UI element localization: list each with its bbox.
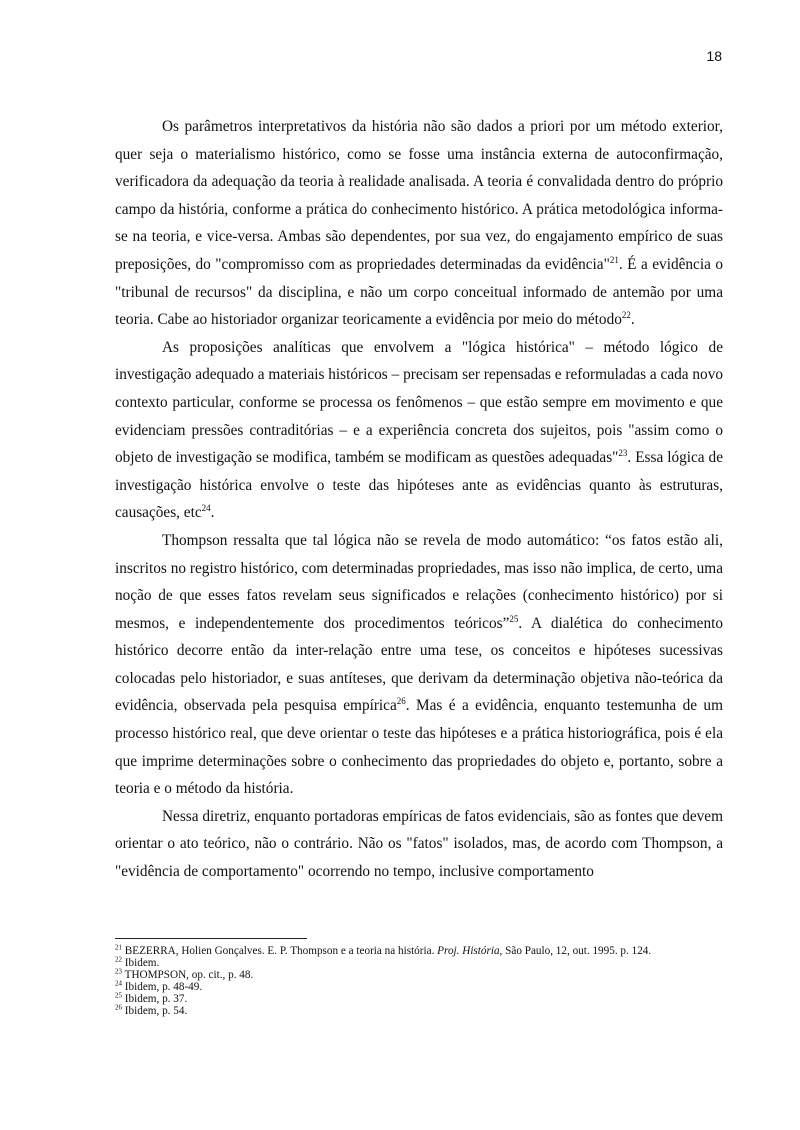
- footnote-ref[interactable]: 26: [396, 696, 406, 707]
- text-run: .: [630, 311, 635, 329]
- footnote-text: BEZERRA, Holien Gonçalves. E. P. Thompson e a teoria na história.: [124, 945, 438, 957]
- paragraph-4: [115, 803, 723, 886]
- text-run: Os parâmetros interpretativos da história não são dados a priori por um método exterior, quer seja o materialismo histórico, como se fosse uma instância externa de autoconfirmação, verificadora da adequação da teoria à realidade analisada. A teoria é convalidada dentro do próprio campo da história, conforme a prática do conhecimento histórico. A prática metodológica informa-se na teoria, e vice-versa. Ambas são dependentes, por sua vez, do engajamento empírico de suas preposições, do "compromisso com as propriedades determinadas da evidência": [115, 118, 723, 273]
- footnote-number: 26: [115, 1003, 122, 1012]
- footnote-22: [115, 957, 725, 969]
- footnote-number: 21: [115, 943, 122, 952]
- page-number: 18: [706, 48, 722, 64]
- footnote-23: [115, 969, 725, 981]
- text-run: . A dialética do conhecimento histórico decorre então da inter-relação entre uma tese, os conceitos e hipóteses sucessivas colocadas pelo historiador, e suas antíteses, que derivam da determinação objetiva não-teórica da evidência, observada pela pesquisa empírica: [115, 614, 723, 715]
- footnote-text: Ibidem, p. 54.: [124, 1005, 188, 1018]
- footnote-number: 24: [115, 979, 122, 988]
- footnote-25: [115, 993, 725, 1005]
- footnote-text: Ibidem.: [124, 957, 160, 970]
- footnote-ref[interactable]: 24: [201, 503, 211, 514]
- footnote-ref[interactable]: 25: [509, 613, 519, 624]
- footnote-24: [115, 981, 725, 993]
- footnote-number: 23: [115, 967, 122, 976]
- body-text: [115, 113, 723, 886]
- footnotes: [115, 945, 725, 1018]
- text-run: As proposições analíticas que envolvem a "lógica histórica" – método lógico de investigação adequado a materiais históricos – precisam ser repensadas e reformuladas a cada novo contexto particular, conforme se processa os fenômenos – que estão sempre em movimento e que evidenciam pressões contraditórias – e a experiência concreta dos sujeitos, pois "assim como o objeto de investigação se modifica, também se modificam as questões adequadas": [115, 338, 723, 467]
- footnote-separator: [115, 938, 307, 939]
- footnote-number: 22: [115, 955, 122, 964]
- text-run: . Mas é a evidência, enquanto testemunha de um processo histórico real, que deve orientar o teste das hipóteses e a prática historiográfica, pois é ela que imprime determinações sobre o conhecimento das propriedades do objeto e, portanto, sobre a teoria e o método da história.: [115, 697, 723, 798]
- footnote-text: Ibidem, p. 37.: [124, 993, 188, 1006]
- footnote-21: [115, 945, 725, 957]
- text-run: . Essa lógica de investigação histórica envolve o teste das hipóteses ante as evidências quanto às estruturas, causações, etc: [115, 449, 723, 522]
- footnote-text: , São Paulo, 12, out. 1995. p. 124.: [499, 945, 652, 957]
- footnote-text: THOMPSON, op. cit., p. 48.: [124, 969, 254, 982]
- text-run: Nessa diretriz, enquanto portadoras empíricas de fatos evidenciais, são as fontes que devem orientar o ato teórico, não o contrário. Não os "fatos" isolados, mas, de acordo com Thompson, a "evidência de comportamento" ocorrendo no tempo, inclusive comportamento: [115, 807, 723, 881]
- footnote-number: 25: [115, 991, 122, 1000]
- text-run: .: [210, 504, 215, 522]
- text-run: . É a evidência o "tribunal de recursos" da disciplina, e não um corpo conceitual informado de antemão por uma teoria. Cabe ao historiador organizar teoricamente a evidência por meio do método: [115, 255, 723, 329]
- footnote-text: Ibidem, p. 48-49.: [124, 981, 203, 994]
- footnote-ref[interactable]: 21: [609, 254, 619, 265]
- footnote-26: [115, 1005, 725, 1017]
- text-run: Thompson ressalta que tal lógica não se revela de modo automático: “os fatos estão ali, inscritos no registro histórico, com determinadas propriedades, mas isso não implica, de certo, uma noção de que esses fatos revelam seus significados e relações (conhecimento histórico) por si mesmos, e independentemente dos procedimentos teóricos”: [115, 531, 723, 632]
- footnote-ref[interactable]: 22: [621, 310, 631, 321]
- footnote-ref[interactable]: 23: [618, 448, 628, 459]
- paragraph-1: [115, 113, 723, 334]
- footnote-italic: Proj. História: [437, 945, 500, 957]
- paragraph-3: [115, 527, 723, 803]
- paragraph-2: [115, 334, 723, 527]
